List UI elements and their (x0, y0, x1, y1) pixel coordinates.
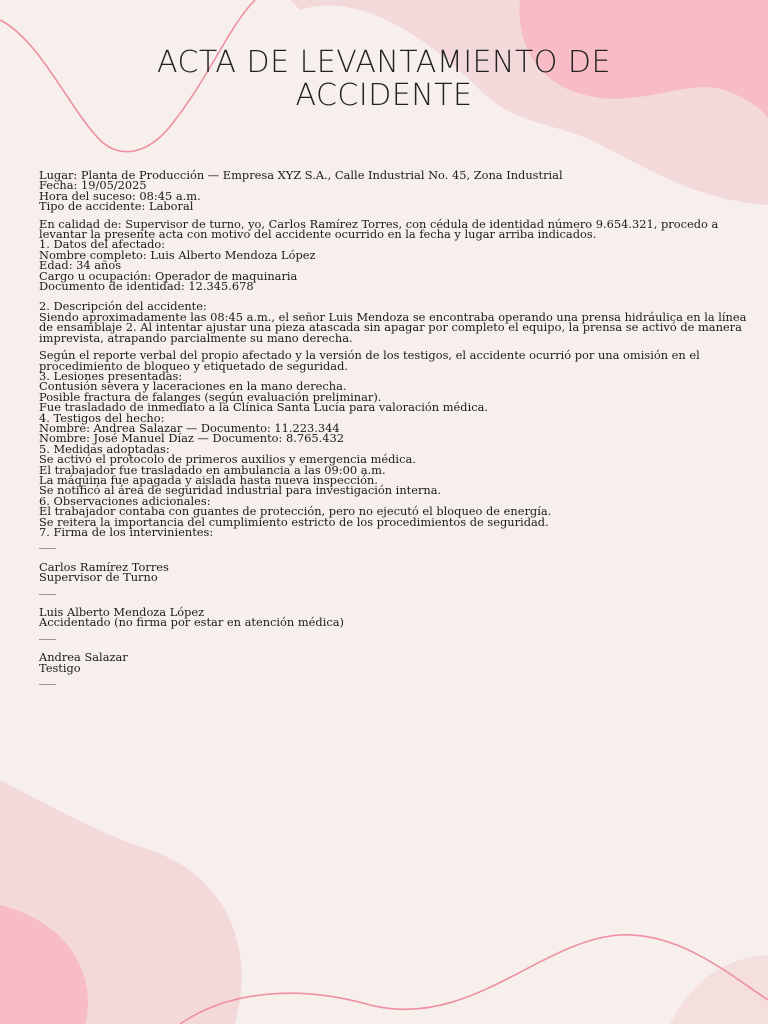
time-line: Hora del suceso: 08:45 a.m. (39, 188, 201, 203)
signature-line: ___ (39, 580, 57, 595)
signature-block (39, 607, 751, 628)
accident-type-line: Tipo de accidente: Laboral (39, 199, 194, 214)
signer-role: Accidentado (no firma por estar en atención médica) (39, 615, 344, 630)
document-body (39, 168, 751, 686)
signer-role: Supervisor de Turno (39, 570, 158, 585)
intro-paragraph: En calidad de: Supervisor de turno, yo, Carlos Ramírez Torres, con cédula de identidad número 9.654.321, procedo a levantar la presente acta con motivo del accidente ocurrido en la fecha y lugar arriba indicados. (39, 216, 719, 242)
section-2-heading: 2. Descripción del accidente: (39, 299, 207, 314)
list-item: Se activó el protocolo de primeros auxilios y emergencia médica. (39, 452, 416, 467)
list-item: Documento de identidad: 12.345.678 (39, 279, 254, 294)
section-6-heading: 6. Observaciones adicionales: (39, 493, 211, 508)
list-item: Edad: 34 años (39, 258, 122, 273)
signature-line: ___ (39, 671, 57, 686)
list-item: Se reitera la importancia del cumplimiento estricto de los procedimientos de seguridad. (39, 514, 549, 529)
list-item: Nombre: José Manuel Díaz — Documento: 8.765.432 (39, 431, 344, 446)
list-item: El trabajador contaba con guantes de protección, pero no ejecutó el bloqueo de energía. (39, 504, 552, 519)
list-item: Nombre: Andrea Salazar — Documento: 11.223.344 (39, 420, 340, 435)
list-item: Posible fractura de falanges (según evaluación preliminar). (39, 389, 382, 404)
header-info (39, 170, 751, 212)
section-3-heading: 3. Lesiones presentadas: (39, 368, 183, 383)
document-title: ACTA DE LEVANTAMIENTO DE ACCIDENTE (156, 45, 611, 113)
section-4-heading: 4. Testigos del hecho: (39, 410, 165, 425)
signature-line: ___ (39, 535, 57, 550)
report-paragraph: Según el reporte verbal del propio afectado y la versión de los testigos, el accidente ocurrió por una omisión en el procedimiento de bloqueo y etiquetado de seguridad. (39, 348, 700, 373)
date-line: Fecha: 19/05/2025 (39, 178, 147, 193)
list-item: Fue trasladado de inmediato a la Clínica Santa Lucía para valoración médica. (39, 400, 489, 415)
location-line: Lugar: Planta de Producción — Empresa XYZ S.A., Calle Industrial No. 45, Zona Industrial (39, 168, 563, 182)
signer-role: Testigo (39, 660, 81, 675)
list-item: Se notificó al área de seguridad industrial para investigación interna. (39, 483, 442, 498)
signer-name: Carlos Ramírez Torres (39, 559, 169, 574)
signature-line: ___ (39, 625, 57, 640)
signer-name: Andrea Salazar (39, 650, 128, 665)
section-2 (39, 301, 751, 343)
list-item: Nombre completo: Luis Alberto Mendoza López (39, 247, 316, 262)
list-item: Cargo u ocupación: Operador de maquinaria (39, 268, 298, 283)
list-item: Contusión severa y laceraciones en la mano derecha. (39, 379, 347, 394)
section-5-heading: 5. Medidas adoptadas: (39, 441, 170, 456)
signature-block (39, 652, 751, 673)
signature-block (39, 559, 751, 585)
signer-name: Luis Alberto Mendoza López (39, 605, 205, 620)
description-paragraph: Siendo aproximadamente las 08:45 a.m., el señor Luis Mendoza se encontraba operando una prensa hidráulica en la línea de ensamblaje 2. Al intentar ajustar una pieza atascada sin apagar por completo el equipo, la prensa se activó de manera imprevista, atrapando parcialmente su mano derecha. (39, 309, 747, 345)
list-item: La máquina fue apagada y aislada hasta nueva inspección. (39, 472, 378, 487)
section-7-heading: 7. Firma de los intervinientes: (39, 525, 214, 539)
section-1-heading: 1. Datos del afectado: (39, 237, 166, 252)
list-item: El trabajador fue trasladado en ambulancia a las 09:00 a.m. (39, 462, 386, 477)
